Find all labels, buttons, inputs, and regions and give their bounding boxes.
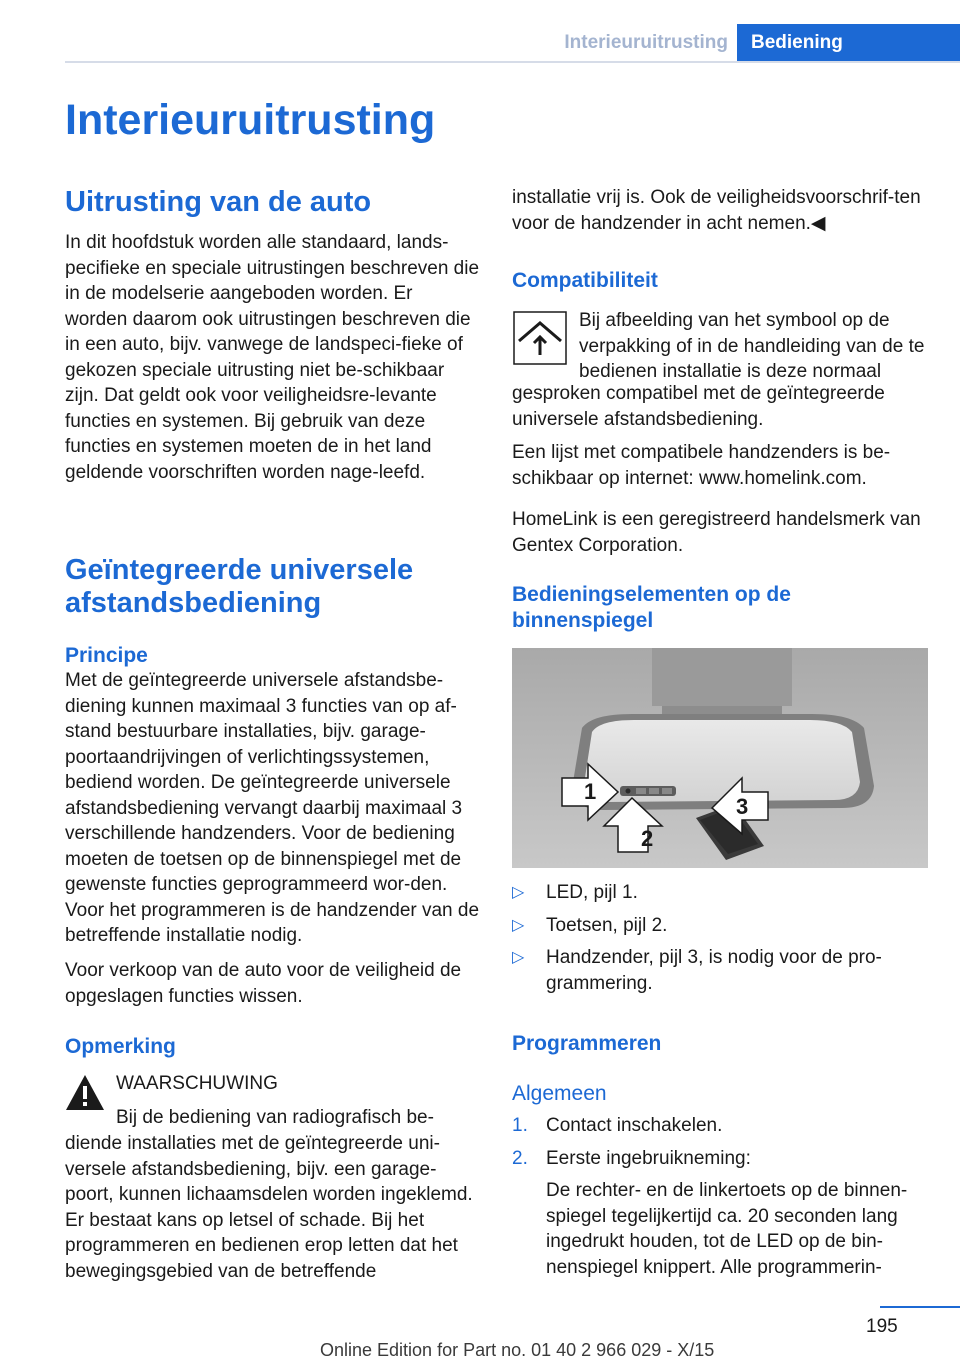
heading-remote: Geïntegreerde universele afstandsbediening [65, 554, 414, 619]
heading-algemeen: Algemeen [512, 1082, 607, 1105]
header-active-tab[interactable]: Bediening [737, 24, 960, 63]
bullet-text: LED, pijl 1. [546, 882, 638, 903]
paragraph-continued: installatie vrij is. Ook de veiligheidsvoorschrif-ten voor de handzender in acht nemen.◀ [512, 187, 921, 234]
heading-principe: Principe [65, 644, 148, 667]
paragraph-verkoop: Voor verkoop van de auto voor de veiligheid de opgeslagen functies wissen. [65, 960, 462, 1007]
compat-text-rest: gesproken compatibel met de geïntegreerde universele afstandsbediening. [512, 383, 885, 430]
footer-rule [880, 1306, 960, 1308]
warning-title: WAARSCHUWING [116, 1073, 278, 1094]
step-text: Eerste ingebruikneming: [546, 1148, 751, 1169]
heading-opmerking: Opmerking [65, 1035, 176, 1058]
arrow-label-3: 3 [736, 794, 749, 819]
online-edition-note: Online Edition for Part no. 01 40 2 966 029 - X/15 [320, 1340, 715, 1360]
mirror-photo [512, 648, 928, 868]
paragraph-lijst: Een lijst met compatibele handzenders is be-schikbaar op internet: www.homelink.com. [512, 442, 891, 489]
header-section-tab[interactable]: Interieuruitrusting [564, 32, 728, 53]
step-text: Contact inschakelen. [546, 1115, 723, 1136]
step-number: 2. [512, 1148, 528, 1169]
paragraph-homelink: HomeLink is een geregistreerd handelsmerk van Gentex Corporation. [512, 509, 921, 556]
arrow-label-1: 1 [584, 779, 597, 804]
paragraph-principe: Met de geïntegreerde universele afstandsbe-diening kunnen maximaal 3 functies van op af-stand bestuurbare installaties, bijv. garage-poortaandrijvingen of verlichtingssystemen, bediend worden. De geïntegreerde universele afstandsbediening vervangt daarbij maximaal 3 verschillende handzenders. Voor de bediening moeten de toetsen op de binnenspiegel met de gewenste functies geprogrammeerd wor-den. Voor het programmeren is de handzender van de betreffende installatie nodig. [65, 670, 480, 946]
chapter-title: Interieuruitrusting [65, 96, 436, 144]
bullet-marker-icon: ▷ [512, 949, 525, 966]
paragraph-uitrusting: In dit hoofdstuk worden alle standaard, lands-pecifieke en speciale uitrustingen beschreven die in de modelserie aangeboden worden. Er worden daarom ook uitrustingen beschreven die in een auto, bijv. vanwege de landspeci-fieke of gekozen speciale uitrusting niet be-schikbaar zijn. Dat geldt ook voor veiligheidsre-levante functies en systemen. Bij gebruik van deze functies en systemen moeten de in het land geldende voorschriften worden nage-leefd. [65, 232, 480, 483]
warning-text-first: Bij de bediening van radiografisch be- [116, 1107, 434, 1128]
heading-bedieningselementen: Bedieningselementen op de binnenspiegel [512, 583, 791, 632]
warning-text-rest: diende installaties met de geïntegreerde uni-versele afstandsbediening, bijv. een garage-poort, kunnen lichaamsdelen worden ingeklemd. Er bestaat kans op letsel of schade. Bij het programmeren en bedienen erop letten dat het bewegingsgebied van de betreffende [65, 1133, 473, 1282]
step-2-detail: De rechter- en de linkertoets op de binnen-spiegel tegelijkertijd ca. 20 seconden lang ingedrukt houden, tot de LED op de bin-nenspiegel knippert. Alle programmerin- [546, 1180, 908, 1278]
page-number: 195 [866, 1316, 898, 1337]
heading-uitrusting: Uitrusting van de auto [65, 186, 372, 218]
bullet-text: Handzender, pijl 3, is nodig voor de pro-grammering. [546, 947, 882, 994]
arrow-label-2: 2 [641, 826, 654, 851]
homelink-house-icon [513, 311, 567, 365]
compat-text-first: Bij afbeelding van het symbool op de verpakking of in de handleiding van de te bedienen installatie is deze normaal [579, 310, 925, 382]
bullet-text: Toetsen, pijl 2. [546, 915, 668, 936]
bullet-marker-icon: ▷ [512, 884, 525, 901]
warning-icon [65, 1073, 105, 1113]
header-rule [65, 61, 960, 63]
heading-compatibiliteit: Compatibiliteit [512, 269, 658, 292]
bullet-marker-icon: ▷ [512, 917, 525, 934]
heading-programmeren: Programmeren [512, 1032, 662, 1055]
step-number: 1. [512, 1115, 528, 1136]
